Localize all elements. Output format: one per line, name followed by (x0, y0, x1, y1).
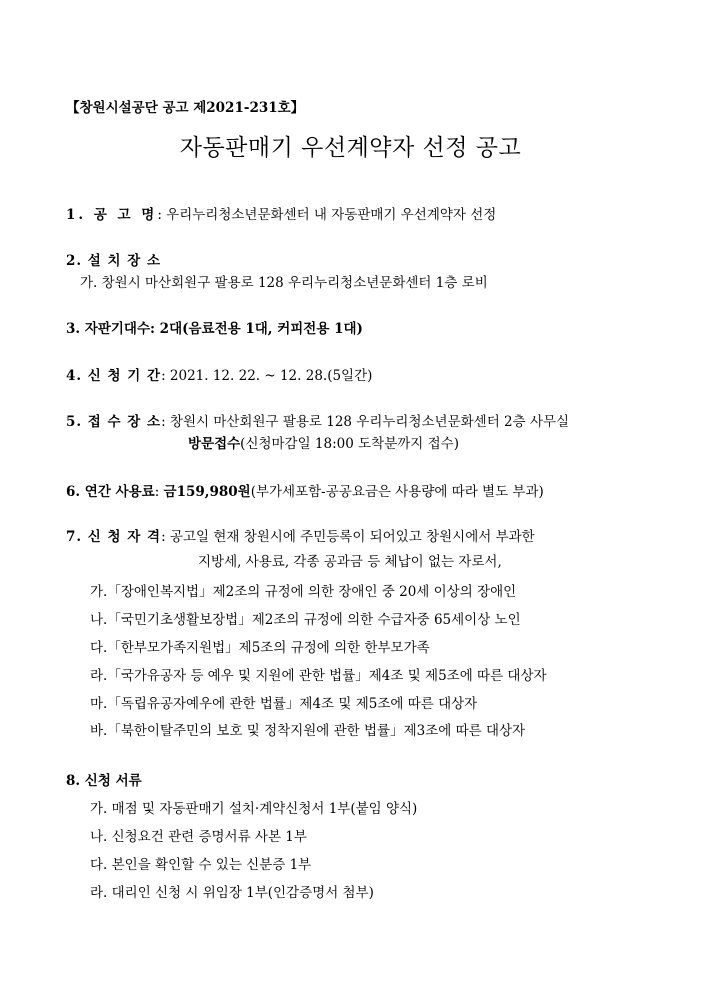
section-7-line2: 지방세, 사용료, 각종 공과금 등 체납이 없는 자로서, (198, 554, 502, 570)
section-4 (66, 367, 372, 385)
section-3 (66, 320, 363, 338)
list-item: 다.「한부모가족지원법」제5조의 규정에 의한 한부모가족 (90, 640, 430, 656)
section-5-deadline: (신청마감일 18:00 도착분까지 접수) (240, 436, 459, 452)
section-5-label: 5. 접 수 장 소 (66, 414, 162, 430)
section-4-sep: : (161, 368, 170, 384)
section-2-label: 2. 설 치 장 소 (66, 253, 162, 269)
section-4-value: 2021. 12. 22. ~ 12. 28.(5일간) (169, 368, 373, 384)
section-1-value: 우리누리청소년문화센터 내 자동판매기 우선계약자 선정 (166, 207, 497, 223)
section-5-sep: : (161, 414, 170, 430)
section-2-item: 가. 창원시 마산회원구 팔용로 128 우리누리청소년문화센터 1층 로비 (80, 275, 488, 291)
list-item: 가. 매점 및 자동판매기 설치·계약신청서 1부(붙임 양식) (90, 801, 418, 817)
section-3-value: : 2대(음료전용 1대, 커피전용 1대) (150, 321, 363, 337)
section-1 (66, 206, 496, 224)
section-6-label: 6. 연간 사용료 (66, 484, 155, 500)
section-5-visit: 방문접수 (188, 436, 241, 452)
list-item: 나. 신청요건 관련 증명서류 사본 1부 (90, 829, 307, 845)
section-6-amount: 금159,980원 (163, 484, 251, 500)
section-7 (66, 528, 535, 546)
section-4-label: 4. 신 청 기 간 (66, 368, 162, 384)
section-8-label: 8. 신청 서류 (66, 773, 142, 789)
list-item: 다. 본인을 확인할 수 있는 신분증 1부 (90, 857, 312, 873)
page-title: 자동판매기 우선계약자 선정 공고 (179, 135, 522, 161)
list-item: 라.「국가유공자 등 예우 및 지원에 관한 법률」제4조 및 제5조에 따른 대상자 (90, 668, 547, 684)
section-3-label: 3. 자판기대수 (66, 321, 150, 337)
section-6-note: (부가세포함-공공요금은 사용량에 따라 별도 부과) (250, 484, 544, 500)
section-5-value: 창원시 마산회원구 팔용로 128 우리누리청소년문화센터 2층 사무실 (169, 414, 570, 430)
section-7-sep: : (161, 529, 170, 545)
section-6-sep: : (154, 484, 164, 500)
section-5-line2 (188, 435, 459, 453)
section-7-value: 공고일 현재 창원시에 주민등록이 되어있고 창원시에서 부과한 (169, 529, 535, 545)
section-7-label: 7. 신 청 자 격 (66, 529, 162, 545)
section-1-sep: : (157, 207, 167, 223)
list-item: 나.「국민기초생활보장법」제2조의 규정에 의한 수급자중 65세이상 노인 (90, 612, 521, 628)
section-1-label: 1. 공 고 명 (66, 207, 158, 223)
list-item: 마.「독립유공자예우에 관한 법률」제4조 및 제5조에 따른 대상자 (90, 696, 478, 712)
notice-number: 【창원시설공단 공고 제2021-231호】 (66, 100, 305, 116)
section-6 (66, 483, 544, 501)
list-item: 바.「북한이탈주민의 보호 및 정착지원에 관한 법률」제3조에 따른 대상자 (90, 723, 526, 739)
list-item: 라. 대리인 신청 시 위임장 1부(인감증명서 첨부) (90, 885, 374, 901)
section-5 (66, 413, 569, 431)
list-item: 가.「장애인복지법」제2조의 규정에 의한 장애인 중 20세 이상의 장애인 (90, 584, 517, 600)
